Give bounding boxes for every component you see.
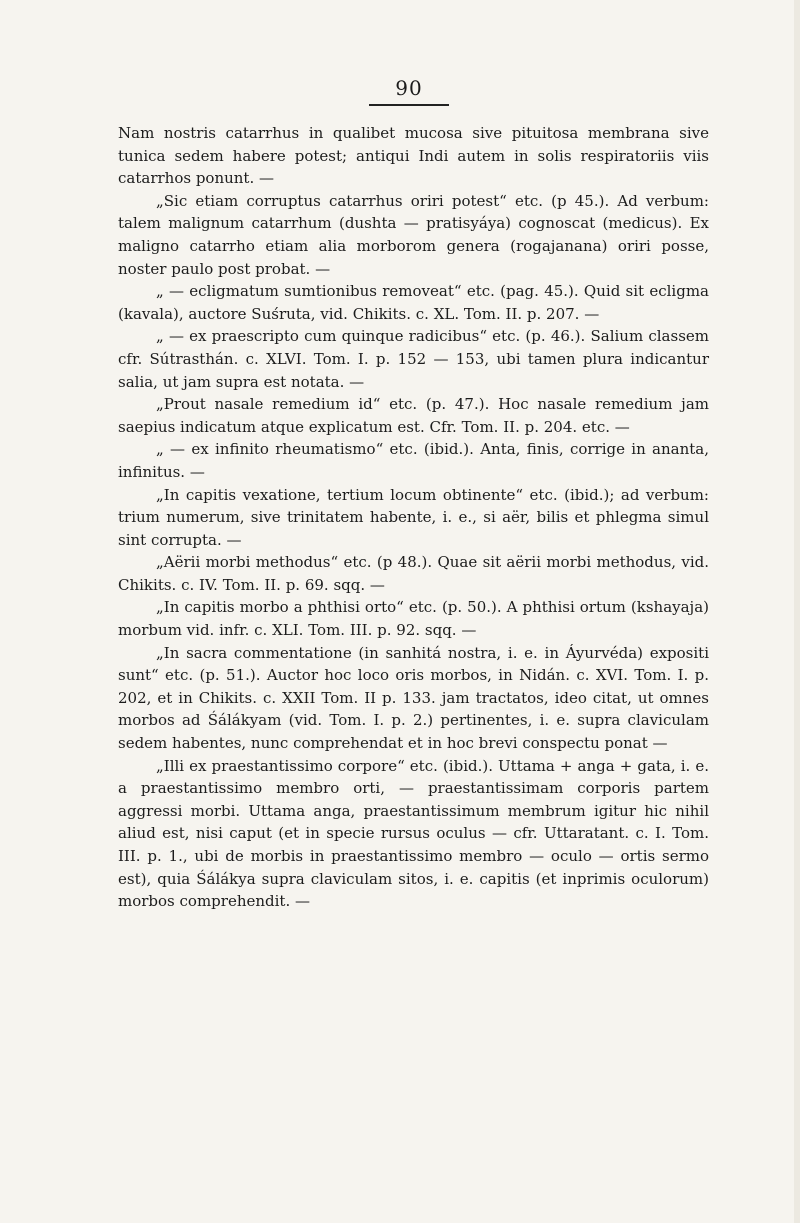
paragraph: „Sic etiam corruptus catarrhus oriri potest“ etc. (p 45.). Ad verbum: talem malignum catarrhum (dushta — pratisyáya) cognoscat (medicus). Ex maligno catarrho etiam alia morborom genera (rogajanana) oriri posse, noster paulo post probat. — — [118, 191, 709, 278]
paragraph: „ — ecligmatum sumtionibus removeat“ etc. (pag. 45.). Quid sit ecligma (kavala), auctore Suśruta, vid. Chikits. c. XL. Tom. II. p. 207. — — [118, 282, 709, 323]
body-text — [118, 122, 709, 913]
paragraph: „ — ex infinito rheumatismo“ etc. (ibid.). Anta, finis, corrige in ananta, infinitus. — — [118, 440, 709, 481]
paragraph: „Aërii morbi methodus“ etc. (p 48.). Quae sit aërii morbi methodus, vid. Chikits. c. IV. Tom. II. p. 69. sqq. — — [118, 553, 709, 594]
paragraph: „ — ex praescripto cum quinque radicibus“ etc. (p. 46.). Salium classem cfr. Sútrasthán. c. XLVI. Tom. I. p. 152 — 153, ubi tamen plura indicantur salia, ut jam supra est notata. — — [118, 327, 709, 391]
paragraph: „Prout nasale remedium id“ etc. (p. 47.). Hoc nasale remedium jam saepius indicatum atque explicatum est. Cfr. Tom. II. p. 204. etc. — — [118, 395, 709, 436]
paragraph: „In capitis vexatione, tertium locum obtinente“ etc. (ibid.); ad verbum: trium numerum, sive trinitatem habente, i. e., si aër, bilis et phlegma simul sint corrupta. — — [118, 485, 709, 549]
paragraph: „In capitis morbo a phthisi orto“ etc. (p. 50.). A phthisi ortum (kshayaja) morbum vid. infr. c. XLI. Tom. III. p. 92. sqq. — — [118, 598, 709, 640]
paragraph: „Illi ex praestantissimo corpore“ etc. (ibid.). Uttama + anga + gata, i. e. a praestantissimo membro orti, — praestantissimam corporis partem aggressi morbi. Uttama anga, praestantissimum membrum igitur hic nihil aliud est, nisi caput (et in specie rursus oculus — cfr. Uttaratant. c. I. Tom. III. p. 1., ubi de morbis in praestantissimo membro — oculo — ortis sermo est), quia Śálákya supra claviculam sitos, i. e. capitis (et inprimis oculorum) morbos comprehendit. — — [118, 756, 709, 911]
paragraph: Nam nostris catarrhus in qualibet mucosa sive pituitosa membrana sive tunica sedem habere potest; antiqui Indi autem in solis respiratoriis viis catarrhos ponunt. — — [118, 124, 709, 188]
page-edge — [794, 0, 800, 1223]
page-header — [0, 76, 800, 106]
paragraph: „In sacra commentatione (in sanhitá nostra, i. e. in Áyurvéda) expositi sunt“ etc. (p. 51.). Auctor hoc loco oris morbos, in Nidán. c. XVI. Tom. I. p. 202, et in Chikits. c. XXII Tom. II p. 133. jam tractatos, ideo citat, ut omnes morbos ad Śálákyam (vid. Tom. I. p. 2.) pertinentes, i. e. supra claviculam sedem habentes, nunc comprehendat et in hoc brevi conspectu ponat — — [118, 643, 709, 753]
page-number: 90 — [369, 76, 448, 106]
